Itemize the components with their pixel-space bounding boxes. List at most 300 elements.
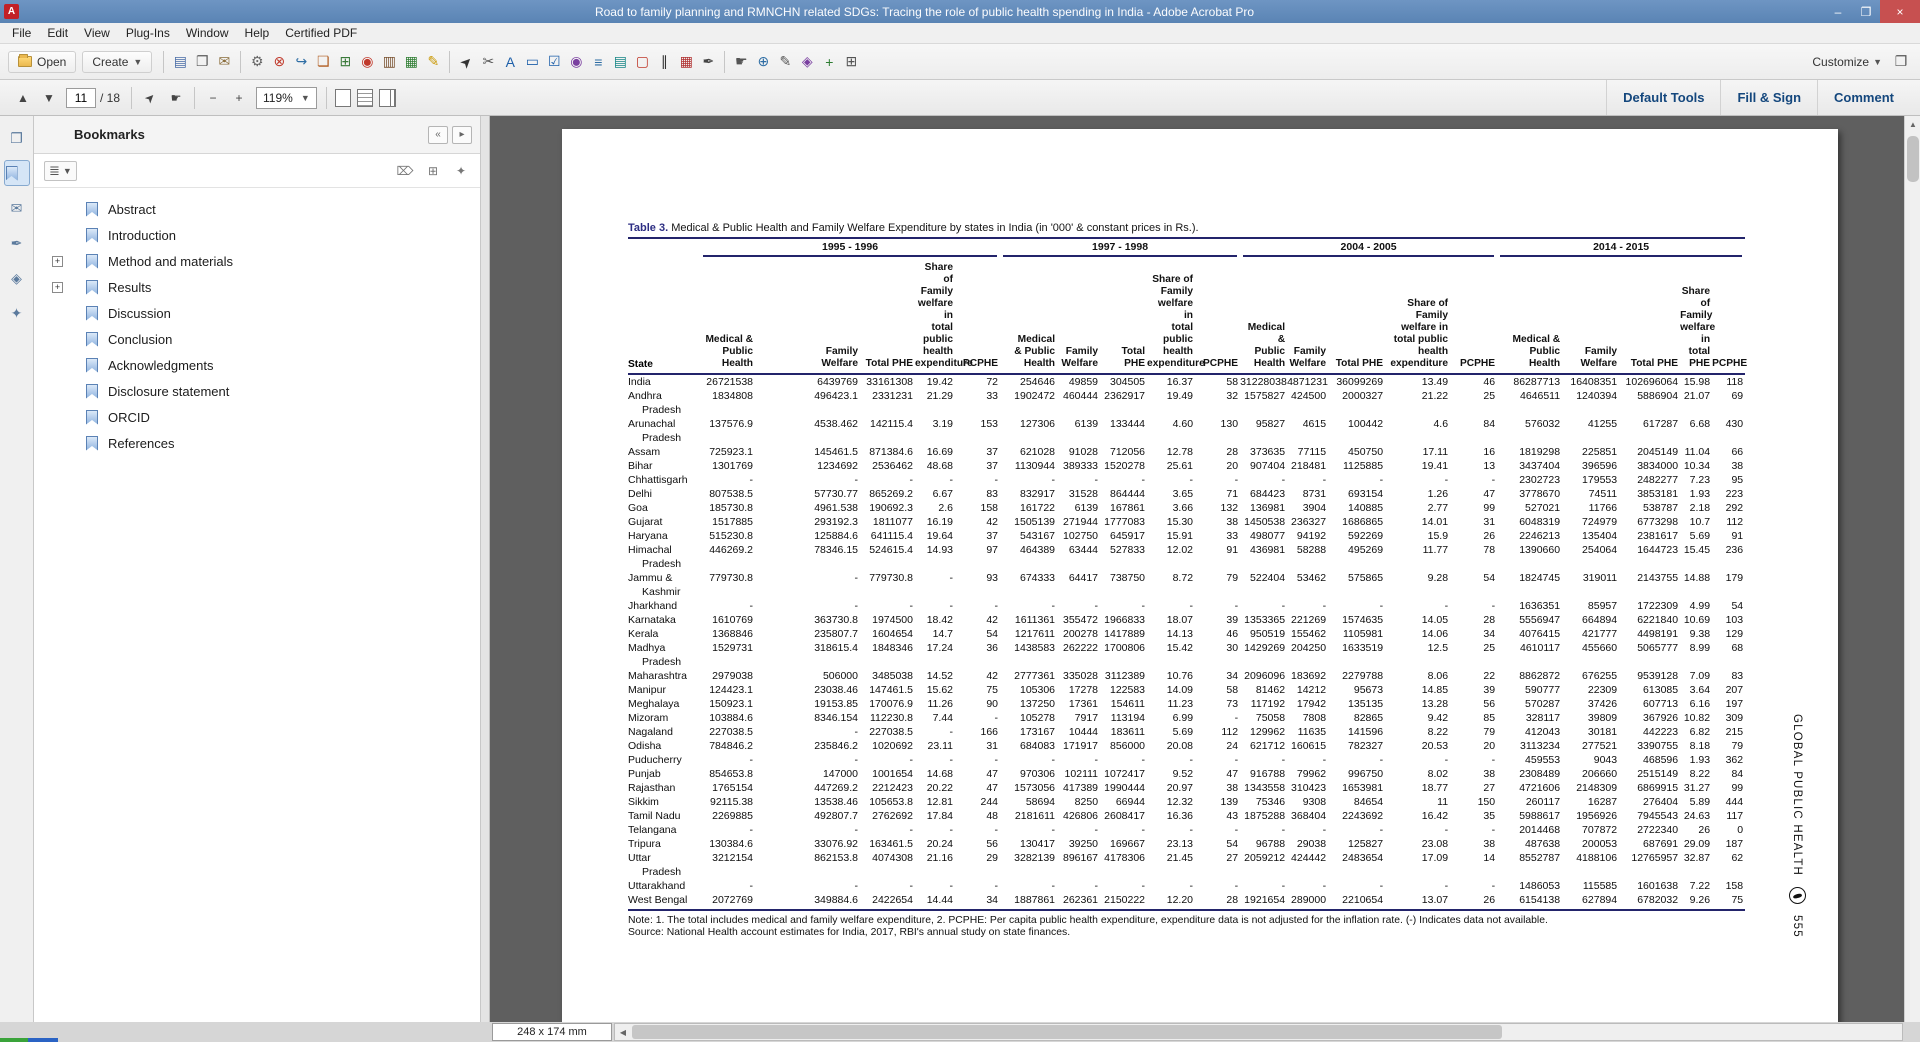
- value-cell: 2045149: [1637, 446, 1679, 458]
- bookmark-item-orcid[interactable]: [34, 404, 480, 430]
- value-cell: -: [854, 880, 858, 892]
- value-cell: 62: [1731, 852, 1744, 864]
- value-cell: 137250: [1019, 698, 1056, 710]
- column-header: Total PHE: [860, 257, 915, 374]
- previous-page-button[interactable]: ▲: [17, 90, 29, 105]
- value-cell: 7808: [1302, 712, 1327, 724]
- select-tool-button[interactable]: ➤: [141, 88, 159, 107]
- typewriter-icon[interactable]: A: [505, 53, 515, 70]
- barcode-field-icon[interactable]: ∥: [660, 53, 668, 69]
- checkbox-field-icon[interactable]: ☑: [548, 53, 561, 69]
- scroll-left-arrow[interactable]: ◀: [619, 1027, 627, 1037]
- value-cell: 103884.6: [709, 712, 753, 724]
- link-tool-icon[interactable]: ⊕: [757, 53, 770, 69]
- table-row: [628, 809, 1745, 823]
- value-cell: 105278: [1019, 712, 1056, 724]
- value-cell: 1234692: [817, 460, 858, 472]
- menu-certified-pdf[interactable]: Certified PDF: [285, 26, 358, 40]
- value-cell: 1517885: [712, 516, 753, 528]
- window-arrange-icon[interactable]: ❐: [1894, 53, 1908, 69]
- main-toolbar: [0, 44, 1920, 80]
- value-cell: 19.41: [1421, 460, 1449, 472]
- value-cell: 105653.8: [869, 796, 913, 808]
- value-cell: 96788: [1255, 838, 1286, 850]
- value-cell: 79: [1483, 726, 1496, 738]
- menu-edit[interactable]: Edit: [47, 26, 69, 40]
- value-cell: 5886904: [1637, 390, 1679, 402]
- hand-tool-button[interactable]: ☛: [170, 90, 182, 105]
- text-field-icon[interactable]: ▭: [525, 53, 539, 69]
- value-cell: 8.06: [1427, 670, 1449, 682]
- menu-view[interactable]: View: [84, 26, 110, 40]
- value-cell: 2000327: [1342, 390, 1384, 402]
- bookmarks-options-button[interactable]: [44, 161, 77, 181]
- grid-view-icon[interactable]: ⊞: [845, 53, 858, 69]
- value-cell: 54: [1731, 600, 1744, 612]
- zoom-in-button[interactable]: +: [235, 90, 243, 105]
- value-cell: -: [1189, 474, 1194, 486]
- value-cell: 4721606: [1519, 782, 1561, 794]
- value-cell: 17942: [1296, 698, 1327, 710]
- value-cell: 4646511: [1519, 390, 1561, 402]
- value-cell: 421777: [1582, 628, 1618, 640]
- save-icon[interactable]: ▤: [173, 53, 187, 69]
- value-cell: -: [1094, 600, 1099, 612]
- menu-help[interactable]: Help: [244, 26, 270, 40]
- value-cell: 97: [986, 544, 999, 556]
- value-cell: 862153.8: [814, 852, 858, 864]
- value-cell: 13.07: [1385, 893, 1450, 910]
- value-cell: 1353365: [1244, 614, 1286, 626]
- value-cell: -: [1322, 880, 1327, 892]
- value-cell: 524615.4: [869, 544, 913, 556]
- hand-tool-icon[interactable]: ☛: [735, 53, 748, 69]
- value-cell: 58288: [1296, 544, 1327, 556]
- table-row: [628, 837, 1745, 851]
- value-cell: -: [854, 824, 858, 836]
- value-cell: 100442: [1348, 418, 1384, 430]
- table-row: [628, 739, 1745, 753]
- bookmark-item-method-and-materials[interactable]: [34, 248, 480, 274]
- value-cell: 95827: [1255, 418, 1286, 430]
- value-cell: 17361: [1068, 698, 1099, 710]
- table-row: [628, 543, 1745, 571]
- attach-file-icon[interactable]: ◈: [801, 53, 813, 69]
- bookmark-label: ORCID: [108, 409, 150, 425]
- value-cell: 641115.4: [870, 530, 913, 542]
- value-cell: 17278: [1068, 684, 1099, 696]
- value-cell: 627894: [1562, 893, 1619, 910]
- value-cell: 310423: [1291, 782, 1327, 794]
- value-cell: 14.13: [1166, 628, 1194, 640]
- value-cell: 58694: [1025, 796, 1056, 808]
- menu-window[interactable]: Window: [185, 26, 229, 40]
- value-cell: 130384.6: [709, 838, 753, 850]
- value-cell: 15.91: [1166, 530, 1194, 542]
- delete-bookmark-icon[interactable]: ⌦: [396, 163, 414, 178]
- value-cell: 30181: [1587, 726, 1618, 738]
- value-cell: 412043: [1525, 726, 1561, 738]
- value-cell: -: [1141, 474, 1146, 486]
- signature-field-icon[interactable]: ✒: [702, 53, 715, 69]
- value-cell: 784846.2: [709, 740, 753, 752]
- column-header: Share of Family welfare in total public health expenditure: [1147, 257, 1195, 374]
- value-cell: 1072417: [1104, 768, 1146, 780]
- value-cell: 83: [1731, 670, 1744, 682]
- bookmark-item-acknowledgments[interactable]: [34, 352, 480, 378]
- add-content-icon[interactable]: +: [825, 53, 834, 70]
- attachments-panel-icon[interactable]: ✉: [10, 199, 23, 216]
- bookmark-item-introduction[interactable]: [34, 222, 480, 248]
- table-row: [628, 795, 1745, 809]
- value-cell: 1130944: [1014, 460, 1056, 472]
- value-cell: 218481: [1291, 460, 1327, 472]
- value-cell: 22309: [1587, 684, 1618, 696]
- value-cell: 1633519: [1342, 642, 1384, 654]
- zoom-level-select[interactable]: [256, 87, 317, 109]
- value-cell: 74511: [1588, 488, 1618, 500]
- extract-pages-icon[interactable]: ❏: [317, 53, 330, 69]
- value-cell: 10.82: [1683, 712, 1711, 724]
- panel-resize-splitter[interactable]: [481, 116, 490, 1042]
- page-number-input[interactable]: [66, 88, 96, 108]
- value-cell: 95: [1731, 474, 1744, 486]
- value-cell: 9.28: [1427, 572, 1449, 584]
- bookmarks-panel-icon[interactable]: [4, 160, 30, 186]
- open-button[interactable]: [8, 51, 76, 73]
- content-area: [0, 116, 1920, 1042]
- highlight-bookmark-icon[interactable]: ✦: [455, 163, 467, 178]
- value-cell: 75: [1712, 893, 1745, 910]
- maximize-button[interactable]: ❐: [1860, 4, 1872, 19]
- value-cell: 33076.92: [814, 838, 858, 850]
- value-cell: 14.93: [926, 544, 953, 556]
- value-cell: 26721538: [706, 376, 753, 388]
- value-cell: -: [854, 600, 858, 612]
- collapse-panel-button[interactable]: «: [428, 126, 448, 144]
- toolbar-separator: [163, 51, 164, 73]
- state-cell: Goa: [628, 502, 648, 514]
- expand-plus-icon[interactable]: +: [52, 282, 63, 293]
- radio-field-icon[interactable]: ◉: [570, 53, 583, 69]
- value-cell: 26: [1450, 893, 1497, 910]
- clipboard-icon[interactable]: ▥: [382, 53, 396, 69]
- value-cell: 684083: [1019, 740, 1056, 752]
- value-cell: 19153.85: [814, 698, 858, 710]
- value-cell: 4.60: [1172, 418, 1194, 430]
- signatures-panel-icon[interactable]: ✒: [10, 234, 23, 251]
- table-row: [628, 473, 1745, 487]
- menu-file[interactable]: File: [12, 26, 32, 40]
- toolbar-separator: [449, 51, 450, 73]
- next-page-button[interactable]: ▼: [43, 90, 55, 105]
- value-cell: 130: [1220, 418, 1239, 430]
- calendar-field-icon[interactable]: ▦: [679, 53, 693, 69]
- value-cell: 674333: [1019, 572, 1056, 584]
- value-cell: 349884.6: [755, 893, 860, 910]
- value-cell: 58: [1226, 684, 1239, 696]
- value-cell: 187: [1725, 838, 1744, 850]
- value-cell: 1505139: [1014, 516, 1056, 528]
- email-icon[interactable]: ✉: [218, 53, 231, 69]
- value-cell: 38: [1483, 768, 1496, 780]
- list-field-icon[interactable]: ≡: [594, 53, 603, 70]
- value-cell: 21.07: [1683, 390, 1711, 402]
- value-cell: 506000: [822, 670, 858, 682]
- value-cell: 37426: [1587, 698, 1618, 710]
- value-cell: 42: [986, 614, 999, 626]
- value-cell: 8.02: [1427, 768, 1449, 780]
- value-cell: 527833: [1109, 544, 1146, 556]
- value-cell: 15.9: [1427, 530, 1449, 542]
- tags-panel-icon[interactable]: ✦: [10, 304, 23, 321]
- value-cell: 93: [986, 572, 999, 584]
- value-cell: 102696064: [1625, 376, 1679, 388]
- value-cell: 590777: [1525, 684, 1561, 696]
- value-cell: -: [994, 824, 999, 836]
- value-cell: -: [854, 726, 858, 738]
- journal-sidebar: [1784, 714, 1810, 938]
- new-bookmark-icon[interactable]: ⊞: [427, 163, 439, 178]
- button-field-icon[interactable]: ▢: [635, 53, 649, 69]
- insert-pages-icon[interactable]: ⊞: [339, 53, 352, 69]
- year-group-label: 2004 - 2005: [1243, 239, 1494, 257]
- combo-field-icon[interactable]: ▤: [613, 53, 627, 69]
- value-cell: 442223: [1643, 726, 1679, 738]
- horizontal-scrollbar[interactable]: [614, 1023, 1903, 1041]
- chevron-down-icon: ▼: [62, 165, 72, 176]
- bookmark-icon: [86, 410, 98, 425]
- settings-gear-icon[interactable]: ⚙: [251, 53, 264, 69]
- value-cell: 2422654: [860, 893, 915, 910]
- zoom-level-value: 119%: [263, 90, 293, 105]
- value-cell: 5.69: [1689, 530, 1711, 542]
- task-button-default-tools[interactable]: Default Tools: [1606, 80, 1720, 115]
- value-cell: 18.42: [926, 614, 953, 626]
- value-cell: 2279788: [1342, 670, 1384, 682]
- table-title-prefix: Table 3.: [628, 222, 669, 234]
- single-page-view-icon[interactable]: [335, 89, 351, 107]
- print-icon[interactable]: ❐: [196, 53, 209, 69]
- state-cell: West Bengal: [628, 893, 700, 910]
- bookmark-icon: [86, 358, 98, 373]
- value-cell: 14.06: [1421, 628, 1449, 640]
- value-cell: 289000: [1287, 893, 1328, 910]
- value-cell: -: [1234, 880, 1239, 892]
- value-cell: 4610117: [1519, 642, 1561, 654]
- value-cell: 20: [1226, 460, 1239, 472]
- panel-menu-button[interactable]: ▸: [452, 126, 472, 144]
- vertical-scrollbar[interactable]: [1904, 116, 1920, 1042]
- value-cell: 2362917: [1104, 390, 1146, 402]
- bookmark-icon: [86, 384, 98, 399]
- value-cell: 865269.2: [869, 488, 913, 500]
- value-cell: 20.53: [1421, 740, 1449, 752]
- value-cell: 5556947: [1519, 614, 1561, 626]
- value-cell: 2181611: [1014, 810, 1056, 822]
- page-thumbnails-panel-icon[interactable]: ❐: [10, 129, 23, 146]
- task-button-fill-sign[interactable]: Fill & Sign: [1720, 80, 1817, 115]
- value-cell: 1819298: [1519, 446, 1561, 458]
- value-cell: 20.24: [926, 838, 953, 850]
- value-cell: -: [909, 474, 913, 486]
- value-cell: 15.98: [1683, 376, 1711, 388]
- value-cell: 66: [1731, 446, 1744, 458]
- value-cell: 15.42: [1166, 642, 1194, 654]
- value-cell: 206660: [1582, 768, 1618, 780]
- value-cell: 153: [980, 418, 999, 430]
- value-cell: 292: [1725, 502, 1744, 514]
- table-row: [628, 697, 1745, 711]
- snapshot-icon[interactable]: ✂: [482, 53, 495, 69]
- value-cell: 1529731: [712, 642, 753, 654]
- value-cell: 17.09: [1421, 852, 1449, 864]
- value-cell: 262222: [1062, 642, 1099, 654]
- value-cell: 779730.8: [869, 572, 913, 584]
- sticky-note-icon[interactable]: ✎: [427, 53, 440, 69]
- task-button-comment[interactable]: Comment: [1817, 80, 1910, 115]
- value-cell: 79: [1226, 572, 1239, 584]
- state-cell: Arunachal Pradesh: [628, 418, 682, 444]
- value-cell: 527021: [1525, 502, 1561, 514]
- value-cell: 1417889: [1104, 628, 1146, 640]
- value-cell: -: [1444, 824, 1449, 836]
- value-cell: 6.68: [1689, 418, 1711, 430]
- value-cell: 2308489: [1519, 768, 1561, 780]
- value-cell: 3485038: [872, 670, 913, 682]
- value-cell: 112: [1726, 516, 1744, 528]
- bookmark-item-references[interactable]: [34, 430, 480, 456]
- value-cell: -: [854, 754, 858, 766]
- menu-bar: [0, 23, 1920, 44]
- value-cell: 676255: [1582, 670, 1618, 682]
- value-cell: 38: [1483, 838, 1496, 850]
- customize-label: Customize: [1812, 54, 1870, 69]
- vertical-scrollbar-thumb[interactable]: [1907, 136, 1919, 182]
- year-group-header: [1240, 238, 1497, 257]
- value-cell: 113194: [1110, 712, 1146, 724]
- value-cell: 99: [1731, 782, 1744, 794]
- open-button-label: Open: [37, 54, 67, 69]
- window-controls: [1824, 0, 1920, 23]
- value-cell: 140885: [1348, 502, 1384, 514]
- value-cell: 18.07: [1166, 614, 1194, 626]
- value-cell: 460444: [1062, 390, 1099, 402]
- spreadsheet-icon[interactable]: ▦: [404, 53, 418, 69]
- pdf-export-icon[interactable]: ⊗: [273, 53, 286, 69]
- value-cell: 328117: [1525, 712, 1561, 724]
- value-cell: 262361: [1057, 893, 1100, 910]
- value-cell: 75: [986, 684, 999, 696]
- two-page-view-icon[interactable]: [379, 89, 391, 107]
- value-cell: 36099269: [1336, 376, 1384, 388]
- value-cell: 42: [986, 516, 999, 528]
- value-cell: 1834808: [712, 390, 753, 402]
- bookmarks-panel-header: [34, 116, 480, 154]
- continuous-scroll-view-icon[interactable]: [357, 89, 373, 107]
- bookmark-icon: [86, 280, 98, 295]
- value-cell: -: [909, 600, 913, 612]
- table-row: [628, 389, 1745, 417]
- bookmark-label: Conclusion: [108, 331, 173, 347]
- value-cell: 856000: [1109, 740, 1146, 752]
- value-cell: 645917: [1109, 530, 1146, 542]
- value-cell: 16287: [1587, 796, 1618, 808]
- value-cell: -: [949, 754, 953, 766]
- value-cell: 3853181: [1637, 488, 1679, 500]
- state-cell: Sikkim: [628, 796, 659, 808]
- column-header: Family Welfare: [1562, 257, 1619, 374]
- toolbar-separator: [131, 87, 132, 109]
- value-cell: 167861: [1109, 502, 1146, 514]
- value-cell: 6139: [1074, 502, 1099, 514]
- value-cell: 271944: [1062, 516, 1099, 528]
- value-cell: 6773298: [1637, 516, 1679, 528]
- menu-plug-ins[interactable]: Plug-Ins: [125, 26, 170, 40]
- value-cell: 607713: [1643, 698, 1679, 710]
- scroll-up-arrow[interactable]: ▲: [1909, 119, 1917, 129]
- bookmark-item-discussion[interactable]: [34, 300, 480, 326]
- column-header: PCPHE: [955, 257, 1000, 374]
- value-cell: 254064: [1582, 544, 1618, 556]
- value-cell: 3904: [1302, 502, 1327, 514]
- value-cell: 105306: [1019, 684, 1056, 696]
- value-cell: 32: [1226, 390, 1239, 402]
- value-cell: -: [1094, 880, 1099, 892]
- close-button[interactable]: ×: [1880, 0, 1920, 23]
- bookmark-item-results[interactable]: [34, 274, 480, 300]
- value-cell: 970306: [1019, 768, 1056, 780]
- value-cell: -: [749, 474, 753, 486]
- table-row: [628, 683, 1745, 697]
- stamp-icon[interactable]: ◉: [361, 53, 374, 69]
- create-button[interactable]: [82, 51, 152, 73]
- select-tool-icon[interactable]: ➤: [456, 51, 476, 71]
- value-cell: -: [949, 726, 953, 738]
- value-cell: 621712: [1250, 740, 1286, 752]
- value-cell: 132: [1220, 502, 1239, 514]
- chevron-down-icon: ▼: [300, 92, 310, 103]
- table-row: [628, 641, 1745, 669]
- value-cell: 6154138: [1497, 893, 1562, 910]
- bookmark-item-disclosure-statement[interactable]: [34, 378, 480, 404]
- value-cell: -: [1444, 600, 1449, 612]
- value-cell: 28: [1483, 614, 1496, 626]
- state-cell: Puducherry: [628, 754, 682, 766]
- acrobat-app-icon: A: [4, 4, 19, 19]
- send-review-icon[interactable]: ↪: [295, 53, 308, 69]
- horizontal-scrollbar-thumb[interactable]: [632, 1025, 1502, 1039]
- value-cell: -: [1322, 474, 1327, 486]
- minimize-button[interactable]: –: [1834, 4, 1842, 19]
- table-row: [628, 501, 1745, 515]
- value-cell: 3282139: [1014, 852, 1056, 864]
- zoom-out-button[interactable]: −: [209, 90, 217, 105]
- bookmark-item-abstract[interactable]: [34, 196, 480, 222]
- value-cell: 576032: [1525, 418, 1561, 430]
- value-cell: 426806: [1062, 810, 1099, 822]
- value-cell: 142115.4: [869, 418, 913, 430]
- value-cell: -: [1491, 754, 1496, 766]
- create-button-label: Create: [92, 54, 129, 69]
- edit-document-icon[interactable]: ✎: [779, 53, 792, 69]
- certified-pdf-panel-icon[interactable]: ◈: [11, 269, 22, 286]
- customize-button[interactable]: [1804, 52, 1890, 72]
- bookmark-item-conclusion[interactable]: [34, 326, 480, 352]
- value-cell: 166: [980, 726, 999, 738]
- bookmark-icon: [86, 306, 98, 321]
- expand-plus-icon[interactable]: +: [52, 256, 63, 267]
